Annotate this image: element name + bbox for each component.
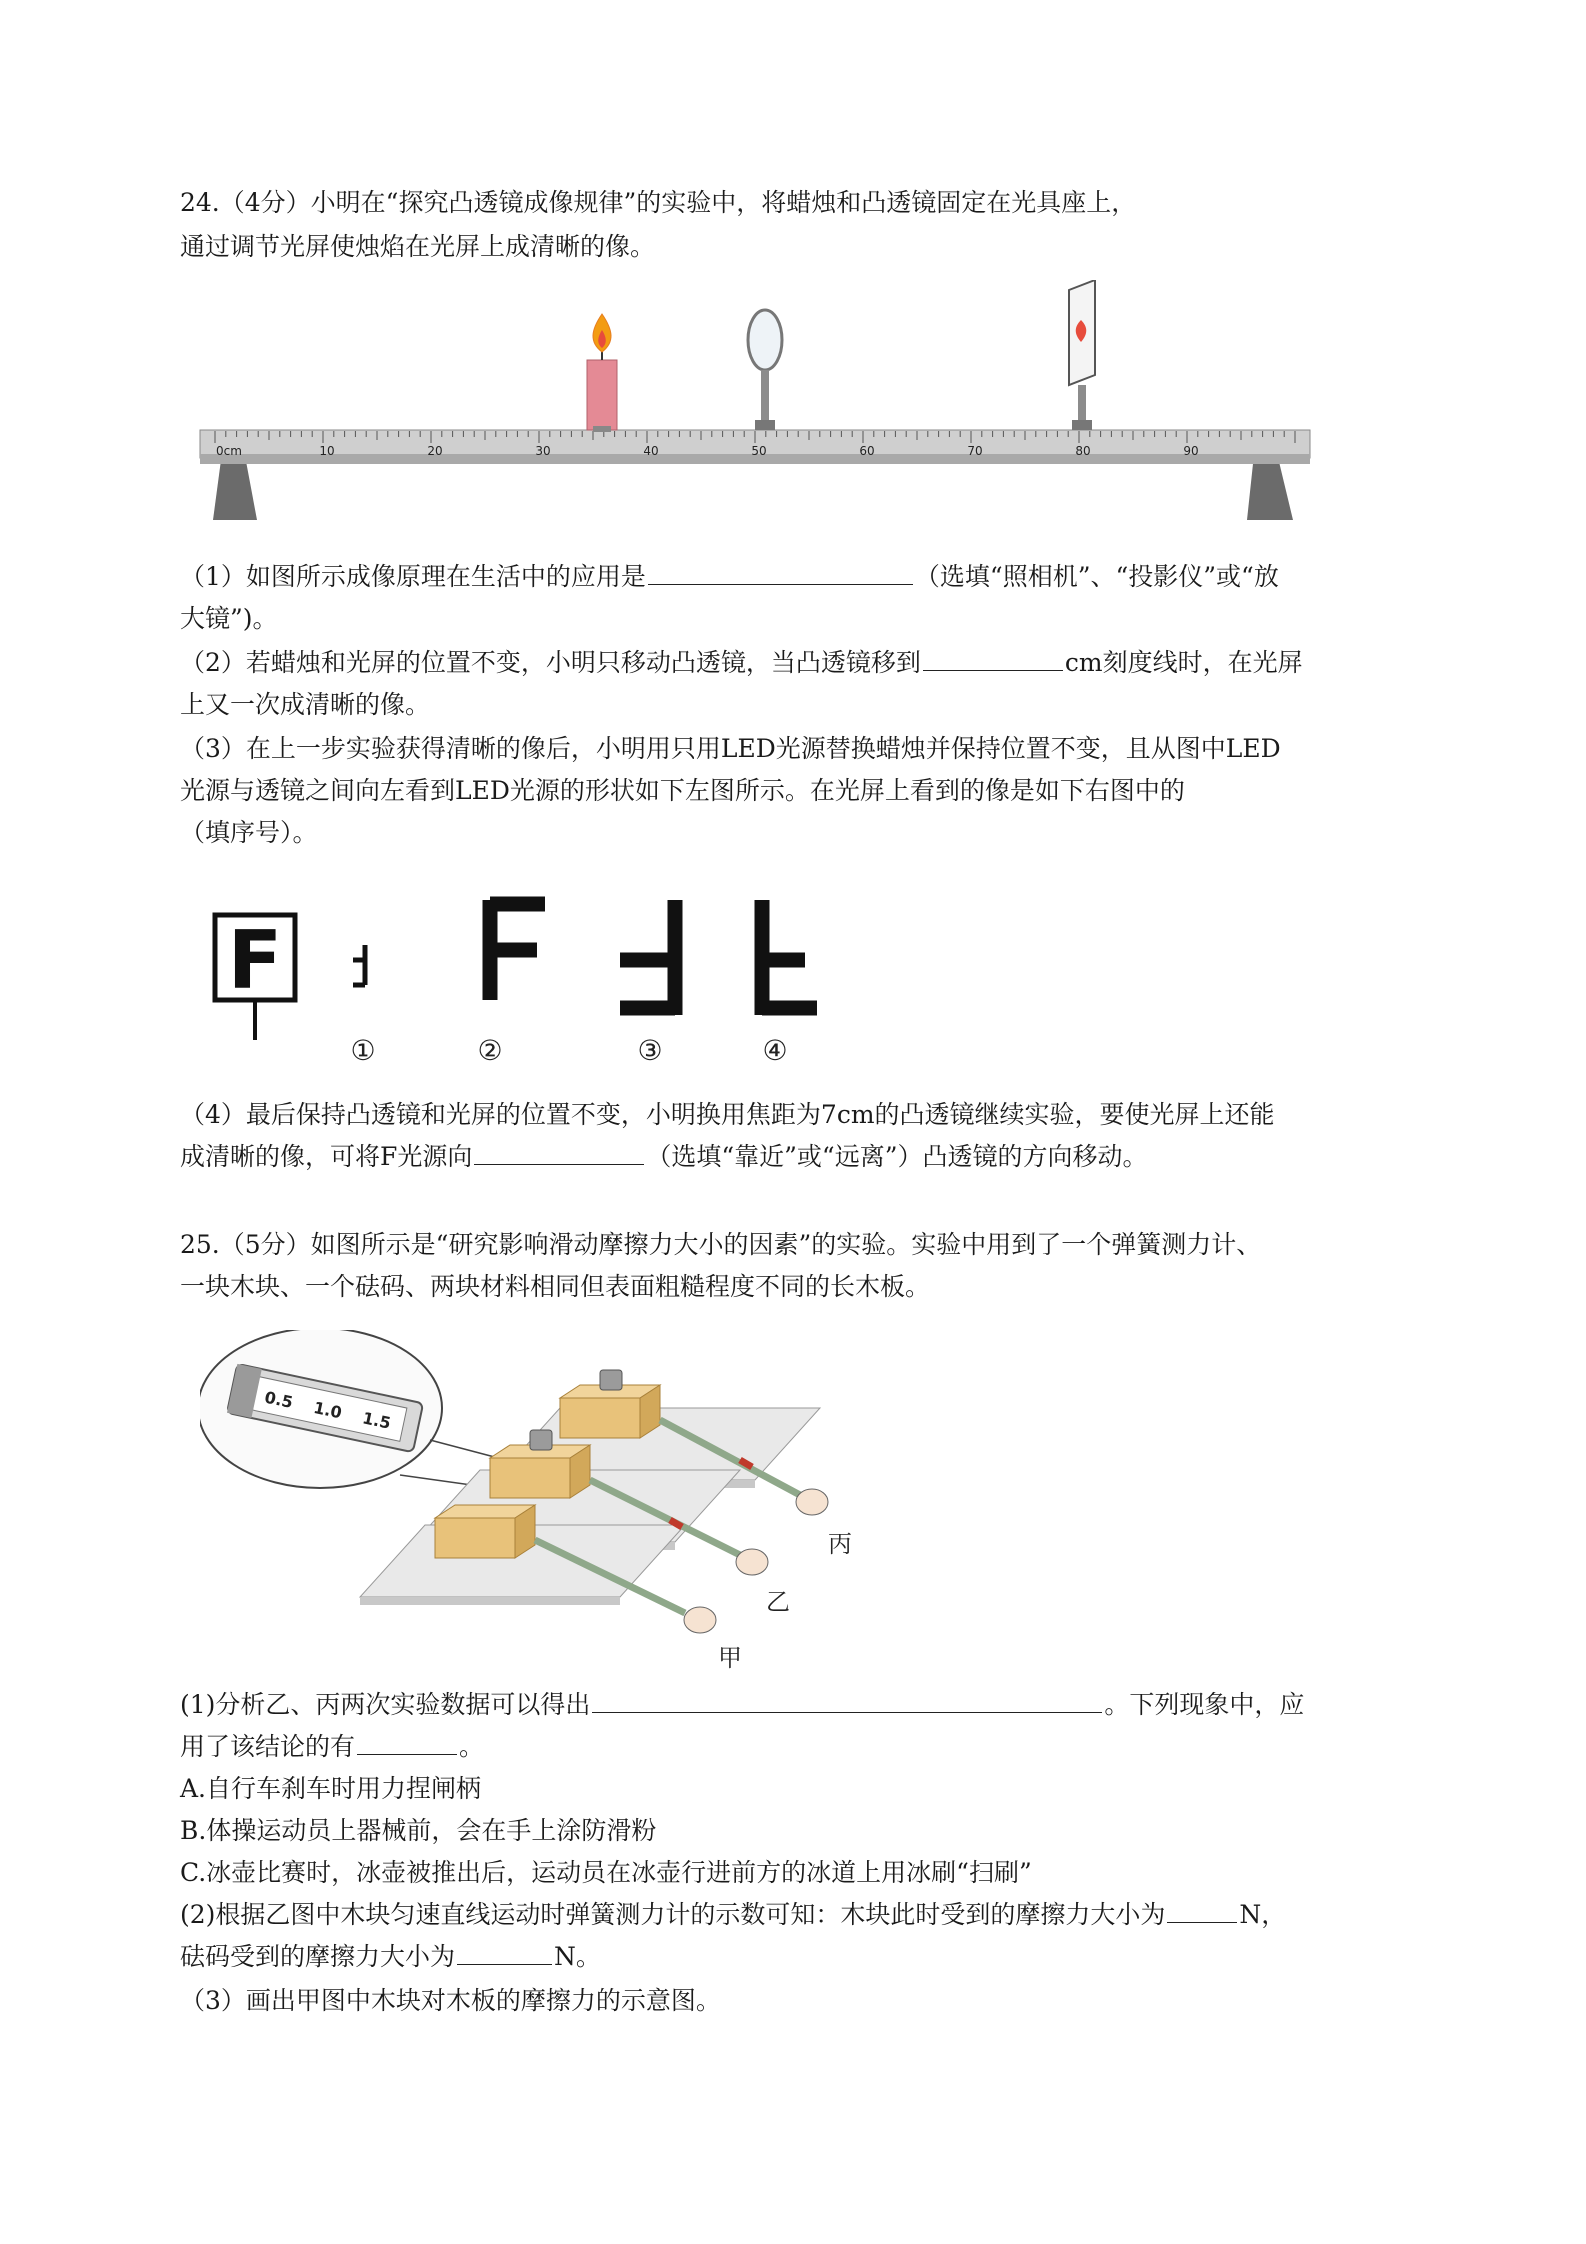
optical-bench-figure [195,280,1315,540]
q24-header: 24.（4分）小明在“探究凸透镜成像规律”的实验中，将蜡烛和凸透镜固定在光具座上， [180,188,1137,217]
hand-yi [736,1549,768,1575]
light-screen [1069,280,1095,430]
q25-header: 25.（5分）如图所示是“研究影响滑动摩擦力大小的因素”的实验。实验中用到了一个弹簧测力计、 [180,1230,1262,1259]
ruler-label: 20 [427,444,443,458]
fig-label-bing: 丙 [828,1530,852,1558]
option-label-2: ② [477,1034,503,1067]
q25-option-b: B.体操运动员上器械前，会在手上涂防滑粉 [180,1816,657,1845]
scale-label: 0.5 [262,1387,295,1412]
option-1-image [353,945,365,985]
ruler-label: 90 [1183,444,1199,458]
option-label-3: ③ [637,1034,663,1067]
option-label-1: ① [350,1034,376,1067]
hand-bing [796,1489,828,1515]
answer-blank-3[interactable] [474,1140,644,1165]
scale-label: 1.5 [360,1408,393,1433]
ruler-label: 70 [967,444,983,458]
q24-part1-line2: 大镜”)。 [180,604,278,633]
ruler-label: 40 [643,444,659,458]
q24-part4-line2: 成清晰的像，可将F光源向 （选填“靠近”或“远离”）凸透镜的方向移动。 [180,1142,1148,1171]
led-options-figure [205,890,855,1080]
q25-part2-line1: (2)根据乙图中木块匀速直线运动时弹簧测力计的示数可知：木块此时受到的摩擦力大小为 N， [180,1900,1287,1929]
weight-yi [530,1430,552,1450]
q25-part2-line2: 砝码受到的摩擦力大小为 N。 [180,1942,601,1971]
option-label-4: ④ [762,1034,788,1067]
answer-blank-4[interactable] [592,1688,1102,1713]
q25-part3: （3）画出甲图中木块对木板的摩擦力的示意图。 [180,1986,721,2015]
q24-part3-line3: （填序号）。 [180,818,318,847]
ruler-label: 0cm [216,444,242,458]
option-4-image [762,900,817,1015]
convex-lens [748,310,782,430]
led-letter: F [227,914,283,1007]
scale-label: 1.0 [311,1397,344,1423]
option-3-image [620,900,675,1015]
q24-part1-line1: （1）如图所示成像原理在生活中的应用是 （选填“照相机”、“投影仪”或“放 [180,562,1279,591]
friction-experiment-figure [200,1330,960,1670]
q24-part3-line2: 光源与透镜之间向左看到LED光源的形状如下左图所示。在光屏上看到的像是如下右图中的 [180,776,1185,805]
option-2-image [490,900,545,1000]
ruler-label: 30 [535,444,551,458]
answer-blank-7[interactable] [457,1940,552,1965]
q24-header-line2: 通过调节光屏使烛焰在光屏上成清晰的像。 [180,232,656,261]
answer-blank-2[interactable] [923,646,1063,671]
fig-label-jia: 甲 [718,1644,742,1670]
answer-blank-1[interactable] [648,560,913,585]
q25-option-c: C.冰壶比赛时，冰壶被推出后，运动员在冰壶行进前方的冰道上用冰刷“扫刷” [180,1858,1032,1887]
q24-part2-line2: 上又一次成清晰的像。 [180,690,431,719]
q24-part2-line1: （2）若蜡烛和光屏的位置不变，小明只移动凸透镜，当凸透镜移到 cm刻度线时，在光屏 [180,648,1303,677]
fig-label-yi: 乙 [766,1588,790,1616]
ruler-label: 50 [751,444,767,458]
ruler-label: 80 [1075,444,1091,458]
q24-part4-line1: （4）最后保持凸透镜和光屏的位置不变，小明换用焦距为7cm的凸透镜继续实验，要使光屏上还能 [180,1100,1275,1129]
ruler-label: 60 [859,444,875,458]
q25-part1-line2: 用了该结论的有 。 [180,1732,485,1761]
wood-block-bing [560,1370,660,1438]
answer-blank-6[interactable] [1167,1898,1237,1923]
weight-bing [600,1370,622,1390]
q25-header-line2: 一块木块、一个砝码、两块材料相同但表面粗糙程度不同的长木板。 [180,1272,931,1301]
answer-blank-5[interactable] [357,1730,457,1755]
wood-block-jia [435,1505,535,1558]
q24-part3-line1: （3）在上一步实验获得清晰的像后，小明用只用LED光源替换蜡烛并保持位置不变，且从图中LED [180,734,1281,763]
q25-option-a: A.自行车刹车时用力捏闸柄 [180,1774,482,1803]
ruler-label: 10 [319,444,335,458]
led-source [215,914,295,1040]
hand-jia [684,1607,716,1633]
q25-part1-line1: (1)分析乙、丙两次实验数据可以得出 。下列现象中，应 [180,1690,1305,1719]
candle [587,314,617,432]
